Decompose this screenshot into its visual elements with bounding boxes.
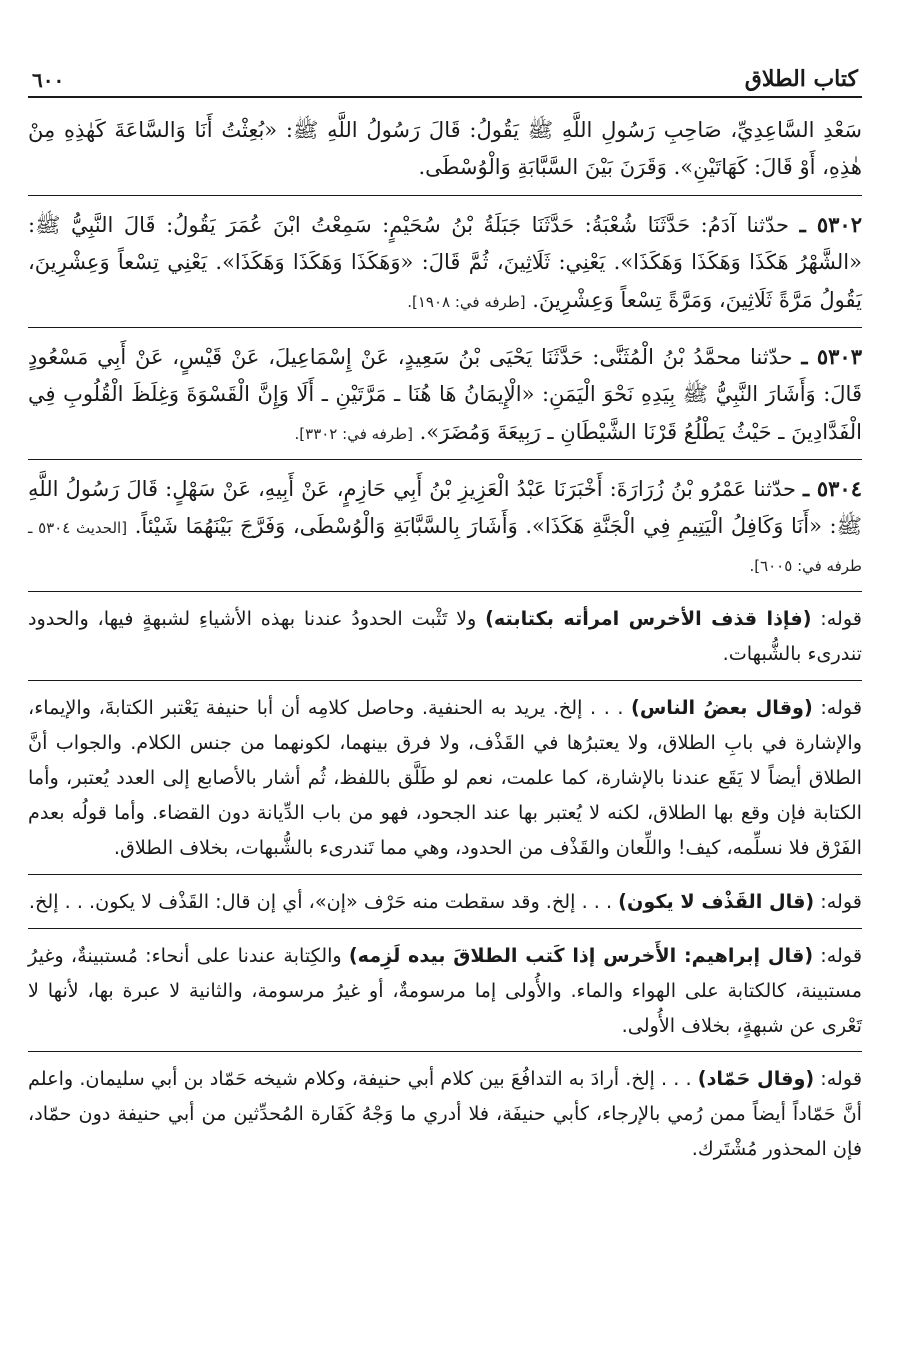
- running-header: [28, 54, 862, 98]
- hadith-body: حدّثنا عَمْرُو بْنُ زُرَارَةَ: أَخْبَرَنَا عَبْدُ الْعَزِيزِ بْنُ أَبِي حَازِمٍ، عَنْ أَبِيهِ، عَنْ سَهْلٍ: قَالَ رَسُولُ اللَّهِ ﷺ: «أَنَا وَكَافِلُ الْيَتِيمِ فِي الْجَنَّةِ هَكَذَا». وَأَشَارَ بِالسَّبَّابَةِ وَالْوُسْطَى، وَفَرَّجَ بَيْنَهُمَا شَيْئاً.: [28, 477, 862, 539]
- book-title: كتاب الطلاق: [744, 66, 858, 92]
- commentary-paragraph: [28, 602, 862, 681]
- hadith-number: ٥٣٠٢ ـ: [799, 211, 862, 237]
- comment-body: . . . إلخ. وقد سقطت منه حَرْف «إن»، أي إن قال: القَذْف لا يكون. . . إلخ.: [28, 889, 619, 913]
- hadith-number: ٥٣٠٤ ـ: [803, 476, 862, 501]
- comment-body: . . . إلخ. يريد به الحنفية. وحاصل كلامِه أن أبا حنيفة يَعْتبر الكتابةَ، والإيماء، والإشارة في بابِ الطلاق، ولا يعتبرُها في القَذْف، ولا فرق بينهما، لكونهما من جنس الكلام. والجواب أنَّ الطلاق أيضاً لا يَقَع عندنا بالإشارة، كما علمت، نعم لو طَلَّق باللفظ، ثُم أشار بالأصابع إلى العدد يُعتبر، وأما الكتابة فإن وقع بها الطلاق، لكنه لا يُعتبر بها عند الجحود، فهو من باب الدِّيانة دون القضاء. وأما قولُه بعدم الفَرْق فلا نسلِّمه، كيف! واللِّعان والقَذْف من الحدود، وهي مما تَندرىء بالشُّبهات، بخلاف الطلاق.: [28, 696, 862, 859]
- comment-prefix: قوله:: [814, 889, 862, 913]
- commentary-paragraph: [28, 939, 862, 1053]
- hadith-block: [28, 470, 862, 592]
- commentary-paragraph: [28, 691, 862, 875]
- comment-prefix: قوله:: [812, 696, 863, 719]
- cross-reference: [الحديث ٥٣٠٤ ـ طرفه في: ٦٠٠٥].: [28, 519, 862, 575]
- hadith-number: ٥٣٠٣ ـ: [801, 343, 862, 369]
- hadith-text: [28, 470, 862, 583]
- hadith-body: سَعْدِ السَّاعِدِيِّ، صَاحِبِ رَسُولِ اللَّهِ ﷺ يَقُولُ: قَالَ رَسُولُ اللَّهِ ﷺ: «بُعِثْتُ أَنَا وَالسَّاعَةَ كَهٰذِهِ مِنْ هٰذِهِ، أَوْ قَالَ: كَهَاتَيْنِ». وَقَرَنَ بَيْنَ السَّبَّابَةِ وَالْوُسْطَى.: [28, 118, 862, 180]
- cross-reference: [طرفه في: ١٩٠٨].: [407, 292, 526, 311]
- commentary-paragraph: [28, 885, 862, 929]
- comment-lemma: (قال القَذْف لا يكون): [618, 889, 815, 913]
- hadith-text: [28, 206, 862, 319]
- page-number: ٦٠٠: [32, 68, 65, 92]
- comment-body: والكِتابة عندنا على أنحاء: مُستبينةٌ، وغيرُ مستبينة، كالكتابة على الهواء والماء. والأُولى إما مرسومةٌ، أو غيرُ مرسومة، والثانية لا عبرة بها، لأنها لا تَعْرى عن شبهةٍ، بخلاف الأُولى.: [28, 943, 862, 1037]
- hadith-text: [28, 112, 862, 187]
- comment-lemma: (قال إبراهيم: الأَخرس إذا كَتب الطلاقَ بيده لَزِمه): [348, 943, 814, 967]
- hadith-body: حدّثنا محمَّدُ بْنُ الْمُثَنَّى: حَدَّثَنَا يَحْيَى بْنُ سَعِيدٍ، عَنْ إِسْمَاعِيلَ، عَنْ قَيْسٍ، عَنْ أَبِي مَسْعُودٍ قَالَ: وَأَشَارَ النَّبِيُّ ﷺ بِيَدِهِ نَحْوَ الْيَمَنِ: «الْإِيمَانُ هَا هُنَا ـ مَرَّتَيْنِ ـ أَلَا وَإِنَّ الْقَسْوَةَ وَغِلَظَ الْقُلُوبِ فِي الْفَدَّادِينَ ـ حَيْثُ يَطْلُعُ قَرْنَا الشَّيْطَانِ ـ رَبِيعَةَ وَمُضَرَ».: [28, 344, 862, 444]
- hadith-block: [28, 206, 862, 328]
- hadith-text: [28, 338, 862, 451]
- comment-prefix: قوله:: [814, 1067, 862, 1091]
- cross-reference: [طرفه في: ٣٣٠٢].: [294, 424, 413, 443]
- hadith-block: [28, 112, 862, 196]
- comment-body: . . . إلخ. أرادَ به التدافُعَ بين كلام أبي حنيفة، وكلام شيخه حَمّاد بن أبي سليمان. واعلم أنَّ حَمّاداً أيضاً ممن رُمي بالإرجاء، كأبي حنيفَة، فلا أدري ما وَجْهُ كَفَارة المُحدِّثين من أبي حنيفة دون حمّاد، فإن المحذور مُشْتَرك.: [28, 1067, 862, 1161]
- hadith-block: [28, 338, 862, 460]
- comment-prefix: قوله:: [811, 607, 862, 631]
- comment-lemma: (وقال حَمّاد): [697, 1067, 815, 1091]
- comment-body: ولا تَثْبت الحدودُ عندنا بهذه الأشياءِ لشبهةٍ فيها، والحدود تندرىء بالشُّبهات.: [28, 607, 862, 666]
- document-page: [28, 54, 862, 1336]
- hadith-body: حدّثنا آدَمُ: حَدَّثَنَا شُعْبَةُ: حَدَّثَنَا جَبَلَةُ بْنُ سُحَيْمٍ: سَمِعْتُ ابْنَ عُمَرَ يَقُولُ: قَالَ النَّبِيُّ ﷺ: «الشَّهْرُ هَكَذَا وَهَكَذَا وَهَكَذَا». يَعْنِي: ثَلَاثِينَ، ثُمَّ قَالَ: «وَهَكَذَا وَهَكَذَا وَهَكَذَا». يَعْنِي تِسْعاً وَعِشْرِينَ، يَقُولُ مَرَّةً ثَلَاثِينَ، وَمَرَّةً تِسْعاً وَعِشْرِينَ.: [28, 212, 862, 312]
- comment-lemma: (فإذا قذف الأخرس امرأته بكتابته): [485, 607, 812, 631]
- comment-prefix: قوله:: [813, 943, 862, 967]
- comment-lemma: (وقال بعضُ الناس): [631, 696, 813, 719]
- commentary-paragraph: [28, 1062, 862, 1175]
